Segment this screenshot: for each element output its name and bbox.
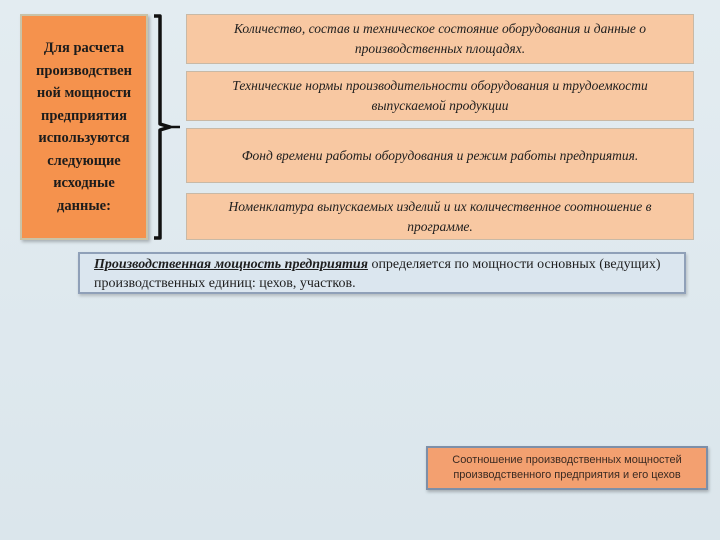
curly-bracket — [150, 14, 186, 240]
input-item-text: Фонд времени работы оборудования и режим работы предприятия. — [241, 147, 639, 163]
input-item-text: Количество, состав и техническое состояние оборудования и данные о производственных площадях. — [233, 21, 647, 56]
capacity-ratio-button[interactable] — [426, 446, 708, 490]
input-item-text: Номенклатура выпускаемых изделий и их количественное соотношение в программе. — [228, 198, 652, 234]
source-data-text: Для расчета производствен ной мощности предприятия используются следующие исходные данные: — [36, 40, 132, 214]
input-item-time-fund — [186, 128, 694, 183]
capacity-ratio-label: Соотношение производственных мощностей производственного предприятия и его цехов — [452, 454, 682, 481]
input-item-text: Технические нормы производительности оборудования и трудоемкости выпускаемой продукции — [232, 78, 648, 113]
source-data-box — [20, 14, 148, 240]
input-item-equipment — [186, 14, 694, 64]
input-item-norms — [186, 71, 694, 121]
capacity-definition-text: определяется по мощности основных (ведущих) производственных единиц: цехов, участков. — [94, 257, 661, 291]
capacity-definition-box — [78, 252, 686, 294]
capacity-term: Производственная мощность предприятия — [94, 257, 368, 272]
input-item-nomenclature — [186, 193, 694, 240]
